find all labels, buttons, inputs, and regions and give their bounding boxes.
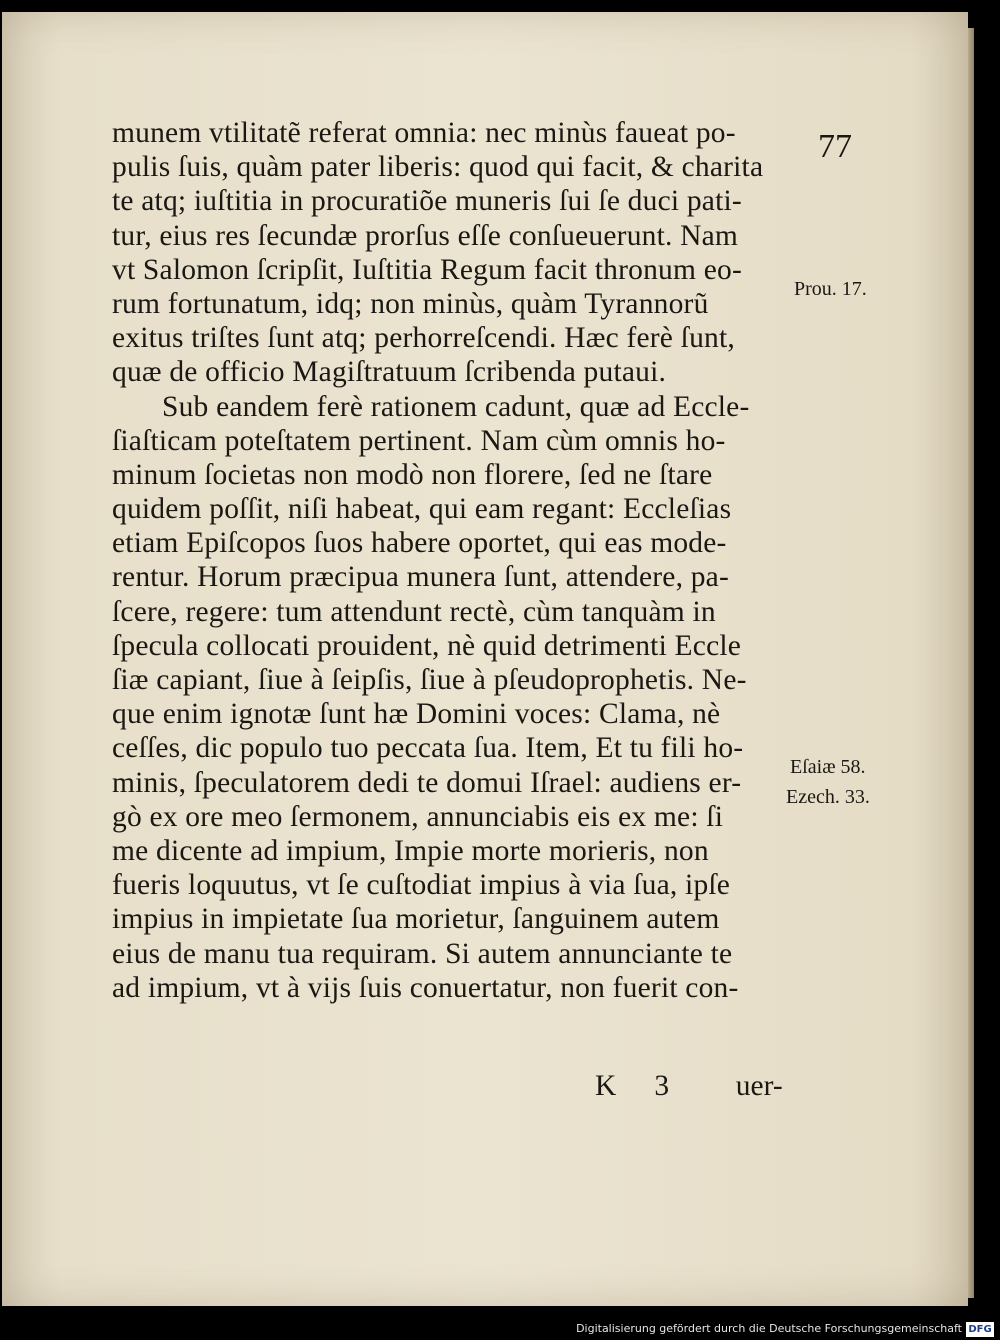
page-edge [968,28,974,1298]
text-line: exitus triſtes ſunt atq; perhorreſcendi. Hæc ferè ſunt, [112,322,735,355]
dfg-logo: DFG [966,1322,994,1337]
text-line: vt Salomon ſcripſit, Iuſtitia Regum facit thronum eo- [112,253,742,286]
text-line: ſpecula collocati prouident, nè quid detrimenti Eccle [112,629,742,662]
text-line: ad impium, vt à vijs ſuis conuertatur, non fuerit con- [112,971,739,1004]
text-line: minum ſocietas non modò non florere, ſed ne ſtare [112,458,713,491]
text-line: quæ de officio Magiſtratuum ſcribenda putaui. [112,356,667,389]
text-line: fueris loquutus, vt ſe cuſtodiat impius à via ſua, ipſe [112,869,731,902]
text-line: tur, eius res ſecundæ prorſus eſſe conſueuerunt. Nam [112,219,739,252]
text-line: rum fortunatum, idq; non minùs, quàm Tyrannorũ [112,287,709,320]
catchword: uer- [735,1070,783,1102]
margin-note-prou: Prou. 17. [794,278,867,300]
text-line: munem vtilitatẽ referat omnia: nec minùs faueat po- [112,117,736,149]
text-line: ſcere, regere: tum attendunt rectè, cùm tanquàm in [112,595,716,628]
margin-note-ezech: Ezech. 33. [786,786,870,808]
text-line: impius in impietate ſua morietur, ſanguinem autem [112,903,720,936]
text-line: gò ex ore meo ſermonem, annunciabis eis ex me: ſi [112,800,724,833]
body-text [112,116,812,1005]
text-line: ſiaſticam poteſtatem pertinent. Nam cùm omnis ho- [112,424,726,457]
dfg-credit-text: Digitalisierung gefördert durch die Deutsche Forschungsgemeinschaft [576,1322,962,1335]
margin-note-esaiae: Eſaiæ 58. [790,756,866,778]
text-line: me dicente ad impium, Impie morte morieris, non [112,834,709,867]
text-line: ſiæ capiant, ſiue à ſeipſis, ſiue à pſeudoprophetis. Ne- [112,664,747,696]
page-footer [595,1070,795,1103]
text-line: pulis ſuis, quàm pater liberis: quod qui facit, & charita [112,151,764,184]
text-line: etiam Epiſcopos ſuos habere oportet, qui eas mode- [112,527,727,560]
text-line: eius de manu tua requiram. Si autem annunciante te [112,937,733,970]
text-line: rentur. Horum præcipua munera ſunt, attendere, pa- [112,561,729,594]
text-line: te atq; iuſtitia in procuratiõe muneris ſui ſe duci pati- [112,185,742,218]
page-number: 77 [818,128,852,165]
text-line: que enim ignotæ ſunt hæ Domini voces: Clama, nè [112,698,721,731]
text-line: quidem poſſit, niſi habeat, qui eam regant: Eccleſias [112,493,732,526]
text-line: ceſſes, dic populo tuo peccata ſua. Item, Et tu fili ho- [112,732,744,765]
text-line: minis, ſpeculatorem dedi te domui Iſrael: audiens er- [112,766,742,799]
signature-number: 3 [654,1070,670,1102]
paragraph-start-line: Sub eandem ferè rationem cadunt, quæ ad Eccle- [162,390,750,423]
signature-mark: K [595,1070,617,1102]
